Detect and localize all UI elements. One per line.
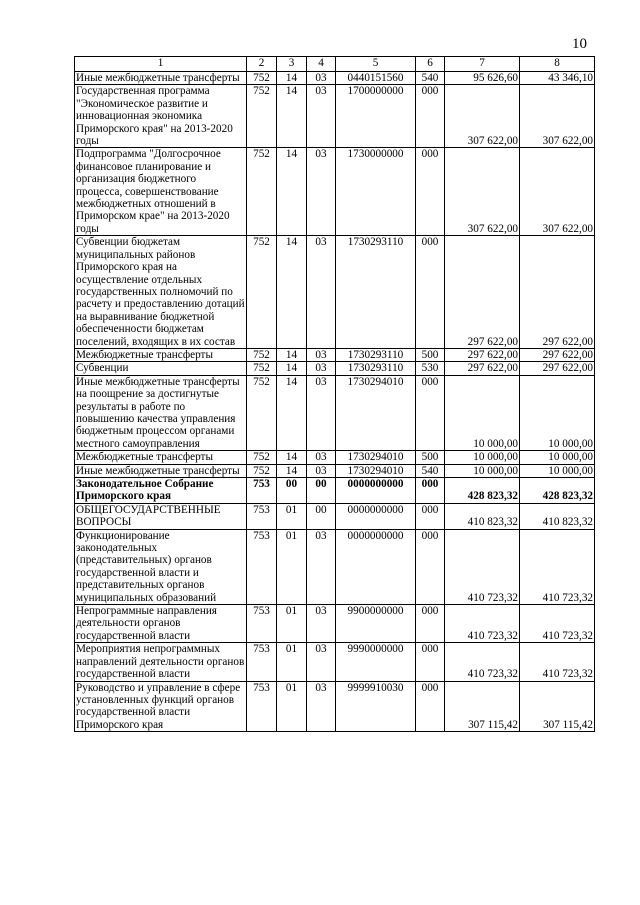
amount-col8-cell: 307 622,00 — [520, 85, 595, 148]
expense-type-cell: 000 — [416, 681, 445, 732]
subsection-code-cell: 03 — [307, 362, 336, 375]
section-code-cell: 00 — [277, 478, 307, 504]
table-row — [75, 85, 595, 148]
section-code-cell: 14 — [277, 348, 307, 361]
subsection-code-cell: 03 — [307, 85, 336, 148]
expense-type-cell: 000 — [416, 148, 445, 236]
amount-col8-cell: 307 115,42 — [520, 681, 595, 732]
table-row — [75, 148, 595, 236]
header-cell: 6 — [416, 57, 445, 72]
expense-type-cell: 000 — [416, 85, 445, 148]
target-item-cell: 1730293110 — [336, 362, 416, 375]
amount-col7-cell: 307 115,42 — [445, 681, 520, 732]
section-code-cell: 01 — [277, 681, 307, 732]
table-row — [75, 451, 595, 464]
amount-col7-cell: 10 000,00 — [445, 375, 520, 450]
section-code-cell: 01 — [277, 503, 307, 529]
expense-type-cell: 000 — [416, 529, 445, 604]
amount-col8-cell: 297 622,00 — [520, 362, 595, 375]
amount-col8-cell: 428 823,32 — [520, 478, 595, 504]
header-cell: 4 — [307, 57, 336, 72]
table-row — [75, 605, 595, 643]
amount-col8-cell: 10 000,00 — [520, 375, 595, 450]
expense-type-cell: 000 — [416, 375, 445, 450]
row-name-cell: Иные межбюджетные трансферты — [75, 72, 247, 85]
amount-col8-cell: 43 346,10 — [520, 72, 595, 85]
table-row — [75, 236, 595, 349]
target-item-cell: 9900000000 — [336, 605, 416, 643]
expense-type-cell: 000 — [416, 503, 445, 529]
amount-col8-cell: 297 622,00 — [520, 348, 595, 361]
row-name-cell: Функционирование законодательных (представительных) органов государственной власти и представительных органов муниципальных образований — [75, 529, 247, 604]
ministry-code-cell: 753 — [247, 681, 277, 732]
amount-col7-cell: 95 626,60 — [445, 72, 520, 85]
row-name-cell: Государственная программа "Экономическое развитие и инновационная экономика Приморского края" на 2013-2020 годы — [75, 85, 247, 148]
target-item-cell: 1730293110 — [336, 348, 416, 361]
header-cell: 2 — [247, 57, 277, 72]
header-cell: 7 — [445, 57, 520, 72]
ministry-code-cell: 753 — [247, 478, 277, 504]
section-code-cell: 14 — [277, 451, 307, 464]
expense-type-cell: 540 — [416, 464, 445, 477]
header-cell: 1 — [75, 57, 247, 72]
subsection-code-cell: 03 — [307, 529, 336, 604]
amount-col7-cell: 10 000,00 — [445, 464, 520, 477]
subsection-code-cell: 00 — [307, 503, 336, 529]
amount-col7-cell: 297 622,00 — [445, 348, 520, 361]
header-cell: 3 — [277, 57, 307, 72]
target-item-cell: 1700000000 — [336, 85, 416, 148]
ministry-code-cell: 752 — [247, 148, 277, 236]
table-row — [75, 375, 595, 450]
table-row — [75, 362, 595, 375]
row-name-cell: Иные межбюджетные трансферты на поощрение за достигнутые результаты в работе по повышению качества управления бюджетным процессом органами местного самоуправления — [75, 375, 247, 450]
page-number: 10 — [572, 36, 587, 52]
subsection-code-cell: 03 — [307, 72, 336, 85]
amount-col7-cell: 410 823,32 — [445, 503, 520, 529]
ministry-code-cell: 752 — [247, 362, 277, 375]
amount-col8-cell: 297 622,00 — [520, 236, 595, 349]
subsection-code-cell: 03 — [307, 348, 336, 361]
target-item-cell: 0000000000 — [336, 478, 416, 504]
section-code-cell: 14 — [277, 72, 307, 85]
section-code-cell: 01 — [277, 643, 307, 681]
section-code-cell: 14 — [277, 362, 307, 375]
table-row — [75, 529, 595, 604]
expense-type-cell: 500 — [416, 451, 445, 464]
amount-col7-cell: 307 622,00 — [445, 148, 520, 236]
expense-type-cell: 500 — [416, 348, 445, 361]
section-code-cell: 01 — [277, 605, 307, 643]
ministry-code-cell: 752 — [247, 72, 277, 85]
budget-table — [74, 56, 595, 732]
amount-col7-cell: 10 000,00 — [445, 451, 520, 464]
row-name-cell: Руководство и управление в сфере установленных функций органов государственной власти Приморского края — [75, 681, 247, 732]
row-name-cell: Субвенции бюджетам муниципальных районов Приморского края на осуществление отдельных государственных полномочий по расчету и предоставлению дотаций на выравнивание бюджетной обеспеченности бюджетам поселений, входящих в их состав — [76, 236, 245, 348]
amount-col8-cell: 410 823,32 — [520, 503, 595, 529]
amount-col8-cell: 410 723,32 — [520, 605, 595, 643]
target-item-cell: 1730294010 — [336, 451, 416, 464]
amount-col8-cell: 10 000,00 — [520, 451, 595, 464]
subsection-code-cell: 03 — [307, 464, 336, 477]
target-item-cell: 0000000000 — [336, 529, 416, 604]
section-code-cell: 14 — [277, 464, 307, 477]
target-item-cell: 9999910030 — [336, 681, 416, 732]
subsection-code-cell: 03 — [307, 605, 336, 643]
amount-col8-cell: 307 622,00 — [520, 148, 595, 236]
target-item-cell: 0440151560 — [336, 72, 416, 85]
row-name-cell: Законодательное Собрание Приморского края — [75, 478, 247, 504]
section-code-cell: 01 — [277, 529, 307, 604]
expense-type-cell: 000 — [416, 236, 445, 349]
subsection-code-cell: 03 — [307, 451, 336, 464]
target-item-cell: 1730000000 — [336, 148, 416, 236]
expense-type-cell: 530 — [416, 362, 445, 375]
row-name-cell: Мероприятия непрограммных направлений деятельности органов государственной власти — [75, 643, 247, 681]
ministry-code-cell: 753 — [247, 529, 277, 604]
amount-col8-cell: 410 723,32 — [520, 529, 595, 604]
ministry-code-cell: 753 — [247, 503, 277, 529]
ministry-code-cell: 752 — [247, 375, 277, 450]
ministry-code-cell: 752 — [247, 464, 277, 477]
row-name-cell: ОБЩЕГОСУДАРСТВЕННЫЕ ВОПРОСЫ — [75, 503, 247, 529]
target-item-cell: 9990000000 — [336, 643, 416, 681]
expense-type-cell: 540 — [416, 72, 445, 85]
amount-col7-cell: 428 823,32 — [445, 478, 520, 504]
amount-col7-cell: 410 723,32 — [445, 529, 520, 604]
amount-col8-cell: 410 723,32 — [520, 643, 595, 681]
row-name-cell: Подпрограмма "Долгосрочное финансовое планирование и организация бюджетного процесса, совершенствование межбюджетных отношений в Приморском крае" на 2013-2020 годы — [75, 148, 247, 236]
table-row — [75, 72, 595, 85]
amount-col8-cell: 10 000,00 — [520, 464, 595, 477]
expense-type-cell: 000 — [416, 478, 445, 504]
ministry-code-cell: 752 — [247, 85, 277, 148]
target-item-cell: 1730294010 — [336, 464, 416, 477]
header-cell: 8 — [520, 57, 595, 72]
target-item-cell: 0000000000 — [336, 503, 416, 529]
ministry-code-cell: 752 — [247, 451, 277, 464]
expense-type-cell: 000 — [416, 643, 445, 681]
ministry-code-cell: 752 — [247, 348, 277, 361]
section-code-cell: 14 — [277, 236, 307, 349]
target-item-cell: 1730293110 — [336, 236, 416, 349]
amount-col7-cell: 297 622,00 — [445, 236, 520, 349]
amount-col7-cell: 307 622,00 — [445, 85, 520, 148]
subsection-code-cell: 03 — [307, 375, 336, 450]
amount-col7-cell: 297 622,00 — [445, 362, 520, 375]
table-row — [75, 478, 595, 504]
subsection-code-cell: 00 — [307, 478, 336, 504]
subsection-code-cell: 03 — [307, 236, 336, 349]
ministry-code-cell: 753 — [247, 643, 277, 681]
row-name-cell: Межбюджетные трансферты — [75, 348, 247, 361]
table-row — [75, 503, 595, 529]
ministry-code-cell: 752 — [247, 236, 277, 349]
table-row — [75, 348, 595, 361]
amount-col7-cell: 410 723,32 — [445, 643, 520, 681]
row-name-cell: Межбюджетные трансферты — [75, 451, 247, 464]
target-item-cell: 1730294010 — [336, 375, 416, 450]
section-code-cell: 14 — [277, 375, 307, 450]
amount-col7-cell: 410 723,32 — [445, 605, 520, 643]
table-row — [75, 643, 595, 681]
section-code-cell: 14 — [277, 85, 307, 148]
section-code-cell: 14 — [277, 148, 307, 236]
subsection-code-cell: 03 — [307, 148, 336, 236]
row-name-cell: Непрограммные направления деятельности органов государственной власти — [75, 605, 247, 643]
header-cell: 5 — [336, 57, 416, 72]
expense-type-cell: 000 — [416, 605, 445, 643]
subsection-code-cell: 03 — [307, 643, 336, 681]
table-row — [75, 464, 595, 477]
row-name-cell: Иные межбюджетные трансферты — [75, 464, 247, 477]
header-row — [75, 57, 595, 72]
subsection-code-cell: 03 — [307, 681, 336, 732]
table-row — [75, 681, 595, 732]
row-name-cell: Субвенции — [75, 362, 247, 375]
ministry-code-cell: 753 — [247, 605, 277, 643]
